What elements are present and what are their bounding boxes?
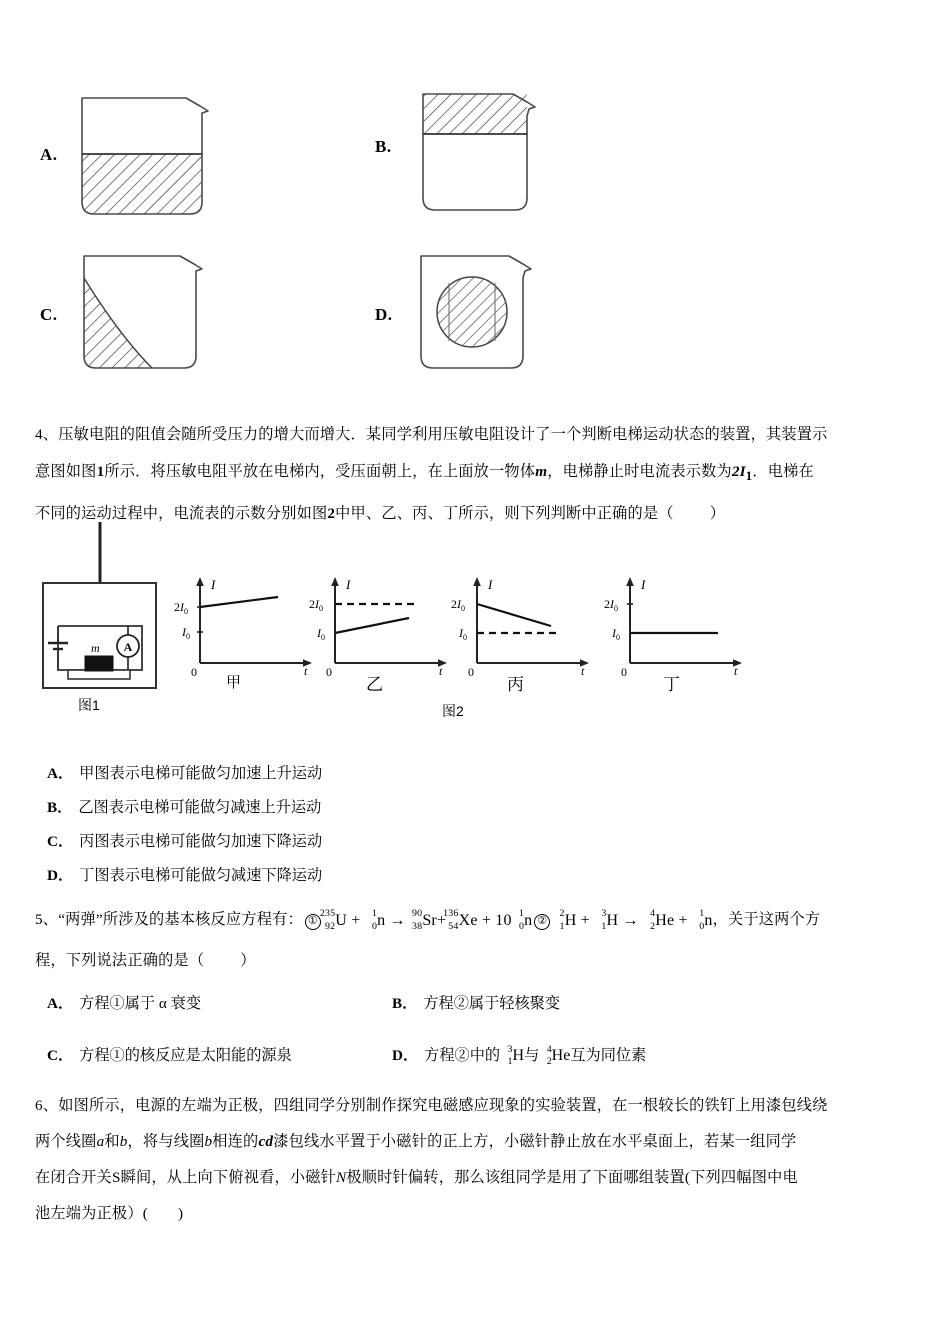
q5-equation-2: ② 2 1 H + 3 1 H → 4 2 He + 1 0 n — [532, 901, 712, 941]
q6-line4-b: ) — [177, 1205, 184, 1222]
figure-1-elevator-circuit — [43, 522, 156, 713]
q4-current-sub: 1 — [745, 469, 753, 484]
q4-line2-c: 所示．将压敏电阻平放在电梯内，受压面朝上，在上面放一物体 — [104, 463, 536, 480]
q6-coil-b: b — [119, 1133, 128, 1150]
q4-current-value: 2I — [731, 463, 746, 480]
q4-line3-d: ） — [709, 505, 726, 523]
ammeter-label: A — [123, 640, 133, 654]
option-c-beaker[interactable] — [40, 240, 210, 390]
svg-text:t: t — [734, 664, 738, 678]
svg-text:t: t — [304, 664, 308, 678]
option-c-label: C. — [40, 305, 58, 324]
svg-text:I: I — [641, 577, 646, 592]
svg-text:0: 0 — [621, 665, 627, 679]
svg-text:0: 0 — [326, 665, 332, 679]
svg-text:0: 0 — [468, 665, 474, 679]
q6-line2-c: ，将与线圈 — [127, 1133, 205, 1150]
svg-text:2I0: $2I_0$ — [451, 597, 465, 613]
svg-text:0: 0 — [191, 665, 197, 679]
q5-choice-c[interactable] — [47, 1044, 292, 1065]
q4-mass-symbol: m — [535, 463, 548, 480]
q4-choice-a-label: A． — [47, 765, 74, 782]
q6-line2-e: 漆包线水平置于小磁针的正上方，小磁针静止放在水平桌面上，若某一组同学 — [273, 1133, 797, 1150]
question-4-text — [35, 416, 919, 532]
q4-choice-d-text: 丁图表示电梯可能做匀减速下降运动 — [79, 867, 323, 884]
q4-line2-d: ，电梯静止时电流表示数为 — [547, 463, 732, 480]
question-4-choices — [47, 758, 322, 894]
option-b-beaker[interactable] — [375, 72, 545, 222]
question-6-text — [35, 1088, 919, 1232]
q6-coil-a: a — [96, 1133, 105, 1150]
svg-text:t: t — [581, 664, 585, 678]
svg-text:2I0: $2I_0$ — [174, 600, 188, 616]
q5-equation-1: ① 235 92 U + 1 0 n → 90 38 Sr+ 136 54 Xe + 10 1 0 n — [303, 901, 532, 941]
beaker-options-group — [0, 60, 950, 410]
q6-line1: 如图所示，电源的左端为正极，四组同学分别制作探究电磁感应现象的实验装置，在一根较长的铁钉上用漆包线绕 — [58, 1097, 828, 1114]
eq1-marker: ① — [305, 914, 321, 930]
q5-choice-d[interactable] — [392, 1043, 647, 1068]
q5-choice-a-label: A． — [47, 995, 74, 1012]
svg-text:t: t — [439, 664, 443, 678]
q5-choice-a-text: 方程①属于 α 衰变 — [79, 995, 202, 1012]
beaker-bottom-hatched-icon — [74, 80, 210, 230]
graph-jia — [174, 577, 312, 679]
q5-choice-d-label: D． — [392, 1047, 419, 1064]
svg-text:I: I — [488, 577, 493, 592]
q4-choice-b-label: B． — [47, 799, 73, 816]
graph-bing — [451, 577, 589, 679]
q5-choice-c-text: 方程①的核反应是太阳能的源泉 — [79, 1047, 292, 1064]
graph-bing-caption: 丙 — [507, 675, 524, 694]
q4-choice-a-text: 甲图表示电梯可能做匀加速上升运动 — [79, 765, 323, 782]
question-5-text — [35, 900, 919, 981]
option-a-beaker[interactable] — [40, 80, 210, 230]
q5-choice-d-isotope-1: 3 1 H — [507, 1043, 525, 1068]
q4-fig2-ref: 2 — [327, 505, 336, 523]
svg-text:I: I — [346, 577, 351, 592]
q4-choice-d[interactable] — [47, 860, 322, 892]
q4-number: 4、 — [35, 426, 59, 443]
q6-number: 6、 — [35, 1097, 59, 1114]
q5-choice-d-before: 方程②中的 — [424, 1047, 501, 1064]
graph-yi-caption: 乙 — [366, 675, 383, 694]
q5-choice-b-label: B． — [392, 995, 418, 1012]
figure-1-caption: 图1 — [78, 697, 100, 713]
q4-choice-b-text: 乙图表示电梯可能做匀减速上升运动 — [78, 799, 322, 816]
svg-text:I0: $I_0$ — [612, 626, 620, 642]
q4-choice-d-label: D． — [47, 867, 74, 884]
svg-text:2I0: $2I_0$ — [604, 597, 618, 613]
graph-jia-caption: 甲 — [226, 674, 242, 691]
q5-choice-b-text: 方程②属于轻核聚变 — [423, 995, 561, 1012]
q4-line1: 压敏电阻的阻值会随所受压力的增大而增大．某同学利用压敏电阻设计了一个判断电梯运动状态的装置，其装置示 — [58, 426, 828, 443]
beaker-circle-hatched-icon — [409, 240, 545, 390]
q6-line3-c: 极顺时针偏转，那么该组同学是用了下面哪组装置(下列四幅图中电 — [346, 1169, 798, 1186]
q4-line2-f: ．电梯在 — [752, 463, 814, 480]
beaker-curve-hatched-icon — [74, 240, 210, 390]
q4-line2-a: 意图如图 — [35, 463, 97, 480]
svg-text:2I0: $2I_0$ — [309, 597, 323, 613]
q5-choice-b[interactable] — [392, 992, 560, 1013]
q4-choice-c-label: C． — [47, 833, 74, 850]
q4-choice-c[interactable] — [47, 826, 322, 858]
option-b-label: B. — [375, 137, 392, 156]
option-d-label: D. — [375, 305, 393, 324]
q4-line3-a: 不同的运动过程中，电流表的示数分别如图 — [35, 505, 328, 523]
q5-choice-row-1 — [47, 992, 927, 1038]
q5-suffix: ，关于这两个方 — [712, 911, 821, 928]
option-a-label: A. — [40, 145, 58, 164]
question-5-choices — [47, 992, 927, 1090]
q6-switch-s: S — [111, 1169, 121, 1186]
q6-line2-b: 和 — [104, 1133, 120, 1150]
q4-line3-c: 中甲、乙、丙、丁所示，则下列判断中正确的是（ — [335, 505, 674, 523]
option-d-beaker[interactable] — [375, 240, 545, 390]
q4-choice-a[interactable] — [47, 758, 322, 790]
svg-text:I0: $I_0$ — [317, 626, 325, 642]
eq2-marker: ② — [534, 914, 550, 930]
q5-choice-a[interactable] — [47, 992, 201, 1013]
q5-line2-end: ） — [240, 951, 256, 969]
q6-pole-n: N — [336, 1169, 347, 1186]
q6-line2-a: 两个线圈 — [35, 1133, 97, 1150]
q6-line3-a: 在闭合开关 — [35, 1169, 112, 1186]
q6-line4-a: 池左端为正极）( — [35, 1205, 148, 1222]
q5-choice-c-label: C． — [47, 1047, 74, 1064]
q4-fig1-ref: 1 — [96, 463, 105, 480]
svg-text:I0: $I_0$ — [182, 625, 190, 641]
q5-choice-row-2 — [47, 1044, 927, 1090]
q6-line3-b: 瞬间，从上向下俯视看，小磁针 — [120, 1169, 337, 1186]
figure-2-caption: 图2 — [442, 703, 464, 719]
graph-ding-caption: 丁 — [663, 675, 680, 694]
graph-yi — [309, 577, 447, 679]
q5-number: 5、 — [35, 911, 59, 928]
graph-ding — [604, 577, 742, 679]
q4-choice-b[interactable] — [47, 792, 322, 824]
q5-line2: 程，下列说法正确的是（ — [35, 951, 205, 969]
q6-wire-cd: cd — [258, 1133, 274, 1150]
question-4-figures — [30, 520, 920, 735]
q5-choice-d-isotope-2: 4 2 He — [546, 1043, 571, 1068]
q6-line2-d: 相连的 — [212, 1133, 259, 1150]
q6-coil-b2: b — [204, 1133, 213, 1150]
q4-choice-c-text: 丙图表示电梯可能做匀加速下降运动 — [79, 833, 323, 850]
q5-choice-d-mid: 与 — [524, 1047, 540, 1064]
q5-choice-d-after: 互为同位素 — [570, 1047, 647, 1064]
mass-label: m — [91, 641, 100, 655]
svg-text:I0: $I_0$ — [459, 626, 467, 642]
q5-prefix: “两弹”所涉及的基本核反应方程有： — [58, 911, 303, 928]
beaker-top-hatched-icon — [409, 72, 545, 222]
svg-text:I: I — [211, 577, 216, 592]
